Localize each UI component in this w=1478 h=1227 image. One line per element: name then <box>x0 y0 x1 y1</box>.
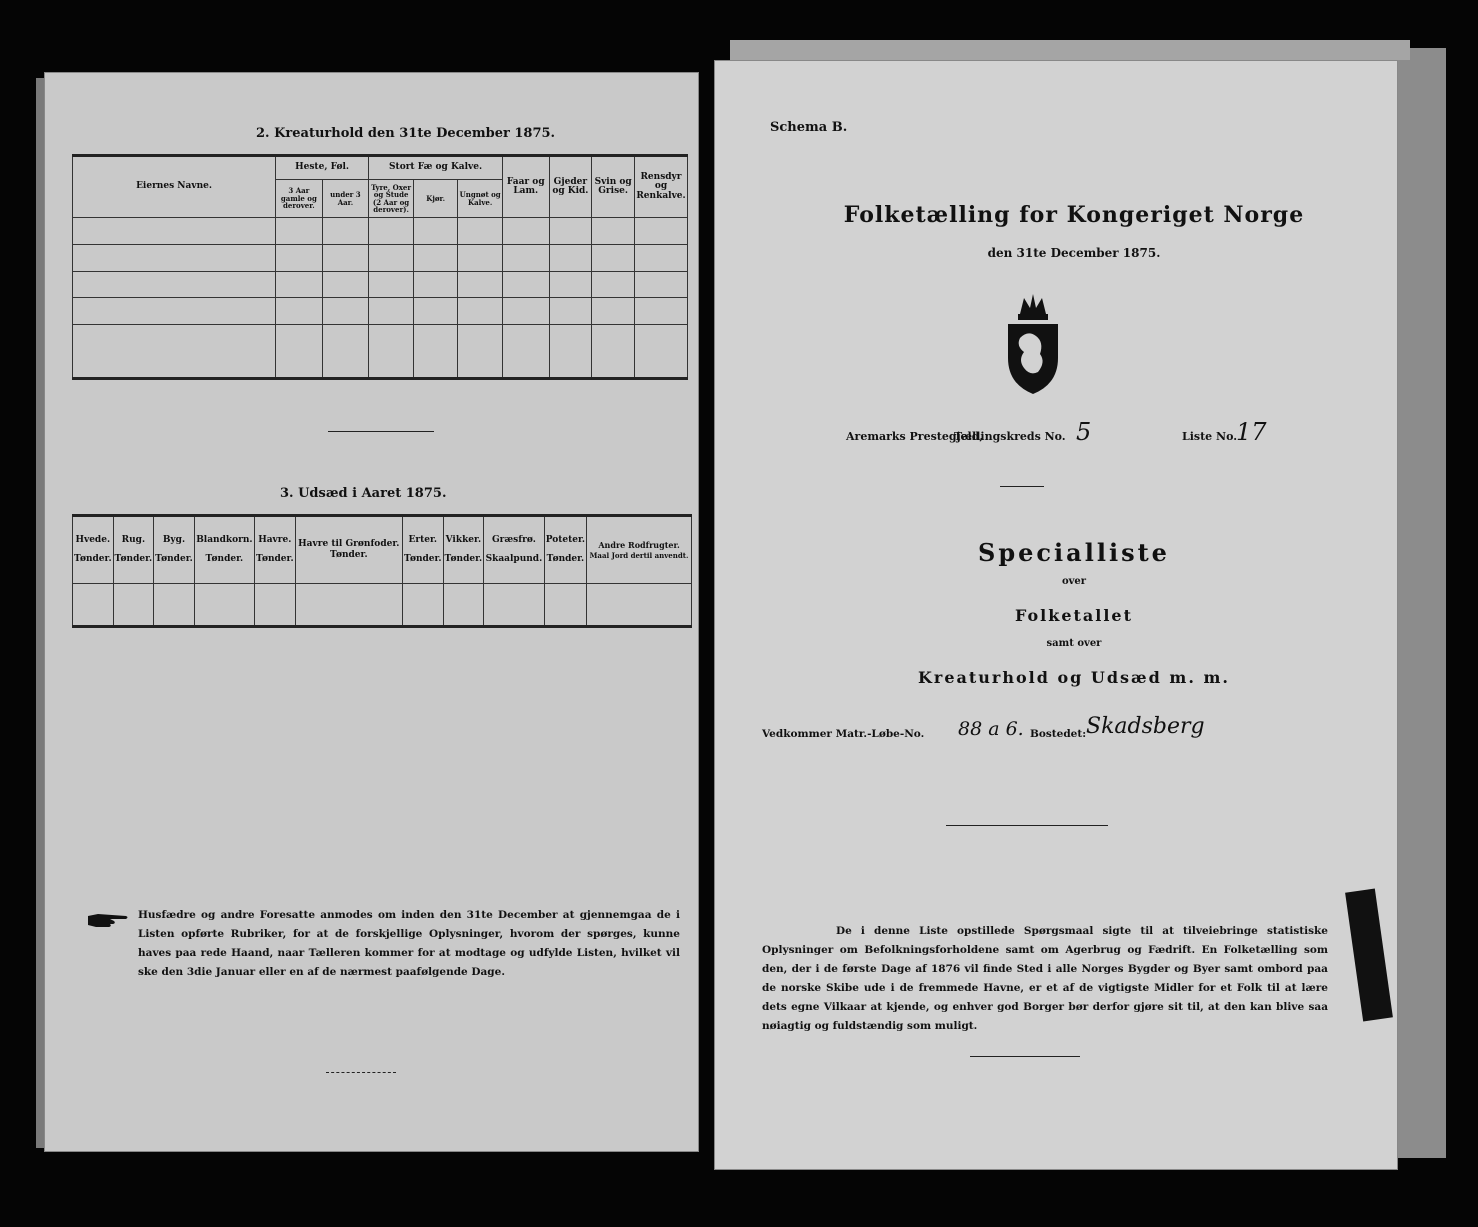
stort-fae-header: Stort Fæ og Kalve. <box>369 156 503 180</box>
over-text: over <box>1061 576 1087 587</box>
kjor-header: Kjør. <box>413 180 457 218</box>
section2-title: 2. Kreaturhold den 31te December 1875. <box>256 126 556 141</box>
table-row <box>73 584 692 627</box>
udsaed-col: Blandkorn. Tønder. <box>194 516 254 584</box>
udsaed-col: Vikker. Tønder. <box>443 516 484 584</box>
right-page <box>714 60 1398 1170</box>
left-page <box>44 72 699 1152</box>
udsaed-col: Havre til Grønfoder. Tønder. <box>295 516 402 584</box>
notice-text: Husfædre og andre Foresatte anmodes om inden den 31te December at gjennemgaa de i Listen opførte Rubriker, for at de forskjellige Oplysninger, hvorom der spørges, kunne haves paa rede Haand, naar Tælleren kommer for at modtage og udfylde Listen, hvilket vil ske den 3die Januar eller en af de nærmest paafølgende Dage. <box>138 909 680 978</box>
schema-label: Schema B. <box>770 120 848 135</box>
bottom-divider-rule <box>326 1072 396 1073</box>
right-page-stack-edge <box>1398 48 1446 1158</box>
right-page-top-stack <box>730 40 1410 60</box>
divider-rule <box>946 825 1108 826</box>
matr-label: Vedkommer Matr.-Løbe-No. <box>762 728 925 740</box>
matr-value: 88 a 6. <box>958 718 1024 740</box>
bottom-divider-rule <box>970 1056 1080 1057</box>
norwegian-lion-crest-icon <box>1002 292 1064 396</box>
ungnot-header: Ungnøt og Kalve. <box>458 180 503 218</box>
heste-3aar-header: 3 Aar gamle og derover. <box>276 180 323 218</box>
folketallet-heading: Folketallet <box>1015 606 1133 625</box>
udsaed-col: Poteter. Tønder. <box>544 516 586 584</box>
footer-text: De i denne Liste opstillede Spørgsmaal sigte til at tilveiebringe statistiske Oplysninger om Befolkningsforholdene samt om Agerbrug og Fædrift. En Folketælling som den, der i de første Dage af 1876 vil finde Sted i alle Norges Bygder og Byer samt ombord paa de norske Skibe ude i de fremmede Havne, er et af de vigtigste Midler for et Folk til at lære dets egne Vilkaar at kjende, og enhver god Borger bør derfor gjøre sit til, at den kan blive saa nøiagtig og fuldstændig som muligt. <box>762 925 1328 1032</box>
bosted-value: Skadsberg <box>1086 714 1205 739</box>
table-row <box>73 325 688 379</box>
udsaed-col: Hvede. Tønder. <box>73 516 114 584</box>
udsaed-col: Andre Rodfrugter. Maal Jord dertil anvendt. <box>587 516 692 584</box>
eiernes-navne-header: Eiernes Navne. <box>73 156 276 218</box>
bosted-label: Bostedet: <box>1030 728 1087 740</box>
udsaed-col: Erter. Tønder. <box>402 516 443 584</box>
kreaturhold-table <box>72 154 688 380</box>
rensdyr-header: Rensdyr og Renkalve. <box>635 156 688 218</box>
section3-title: 3. Udsæd i Aaret 1875. <box>280 486 447 501</box>
table-row <box>73 271 688 298</box>
specialliste-heading: Specialliste <box>978 538 1170 567</box>
liste-value: 17 <box>1236 418 1267 446</box>
svin-header: Svin og Grise. <box>592 156 635 218</box>
samt-over-text: samt over <box>1046 638 1102 649</box>
divider-rule <box>1000 486 1044 487</box>
gjeder-header: Gjeder og Kid. <box>549 156 592 218</box>
faar-header: Faar og Lam. <box>503 156 550 218</box>
heste-under3-header: under 3 Aar. <box>322 180 368 218</box>
prestegjeld-label: Aremarks Prestegjeld, <box>846 430 984 443</box>
udsaed-col: Havre. Tønder. <box>255 516 296 584</box>
page-title: Folketælling for Kongeriget Norge <box>843 202 1305 228</box>
divider-rule <box>328 431 434 432</box>
liste-label: Liste No. <box>1182 430 1238 443</box>
udsaed-table <box>72 514 692 628</box>
kreds-value: 5 <box>1076 418 1092 446</box>
udsaed-col: Græsfrø. Skaalpund. <box>484 516 545 584</box>
census-date: den 31te December 1875. <box>987 246 1161 260</box>
table-row <box>73 218 688 245</box>
table-row <box>73 244 688 271</box>
udsaed-col: Rug. Tønder. <box>113 516 154 584</box>
kreaturhold-heading: Kreaturhold og Udsæd m. m. <box>918 668 1230 687</box>
pointing-hand-icon <box>86 910 130 930</box>
udsaed-col: Byg. Tønder. <box>154 516 195 584</box>
kreds-label: Tællingskreds No. <box>954 430 1066 443</box>
table-row <box>73 298 688 325</box>
heste-header: Heste, Føl. <box>276 156 369 180</box>
tyre-header: Tyre, Oxer og Stude (2 Aar og derover). <box>369 180 414 218</box>
